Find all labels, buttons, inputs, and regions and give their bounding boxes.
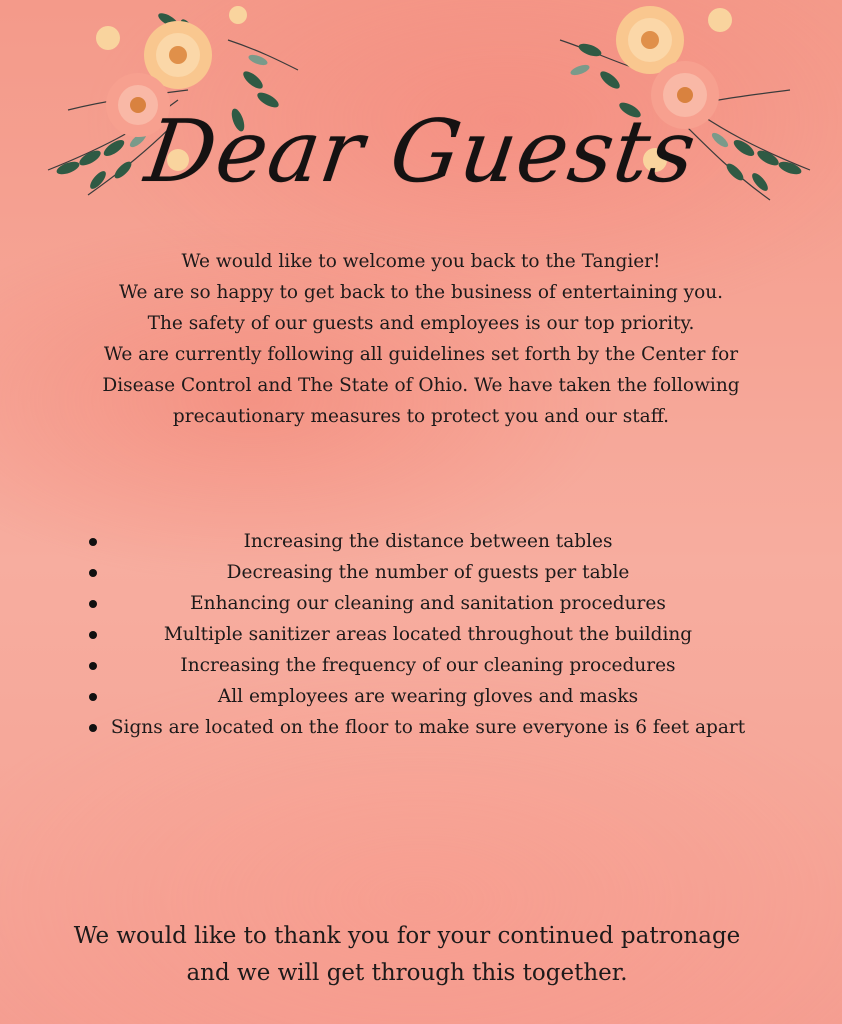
bullet-icon	[89, 538, 97, 546]
intro-paragraph	[60, 246, 782, 432]
list-item: Decreasing the number of guests per table	[0, 557, 842, 588]
intro-line: Disease Control and The State of Ohio. We have taken the following	[102, 375, 740, 396]
bullet-icon	[89, 724, 97, 732]
closing-message	[40, 918, 774, 992]
list-item: Increasing the frequency of our cleaning procedures	[0, 650, 842, 681]
bullet-icon	[89, 631, 97, 639]
list-item: Signs are located on the floor to make sure everyone is 6 feet apart	[0, 712, 842, 743]
intro-line: We would like to welcome you back to the Tangier!	[181, 251, 661, 272]
intro-line: We are currently following all guidelines set forth by the Center for	[103, 344, 739, 365]
closing-line: and we will get through this together.	[186, 960, 628, 986]
intro-line: precautionary measures to protect you and our staff.	[172, 406, 670, 427]
list-item: All employees are wearing gloves and masks	[0, 681, 842, 712]
list-item: Multiple sanitizer areas located throughout the building	[0, 619, 842, 650]
bullet-icon	[89, 693, 97, 701]
bullet-icon	[89, 600, 97, 608]
list-item: Enhancing our cleaning and sanitation procedures	[0, 588, 842, 619]
closing-line: We would like to thank you for your continued patronage	[73, 923, 741, 949]
page-title: Dear Guests	[139, 102, 703, 202]
bullet-icon	[89, 662, 97, 670]
bullet-icon	[89, 569, 97, 577]
intro-line: We are so happy to get back to the business of entertaining you.	[118, 282, 724, 303]
intro-line: The safety of our guests and employees is our top priority.	[147, 313, 695, 334]
list-item: Increasing the distance between tables	[0, 526, 842, 557]
measures-list	[0, 526, 842, 743]
